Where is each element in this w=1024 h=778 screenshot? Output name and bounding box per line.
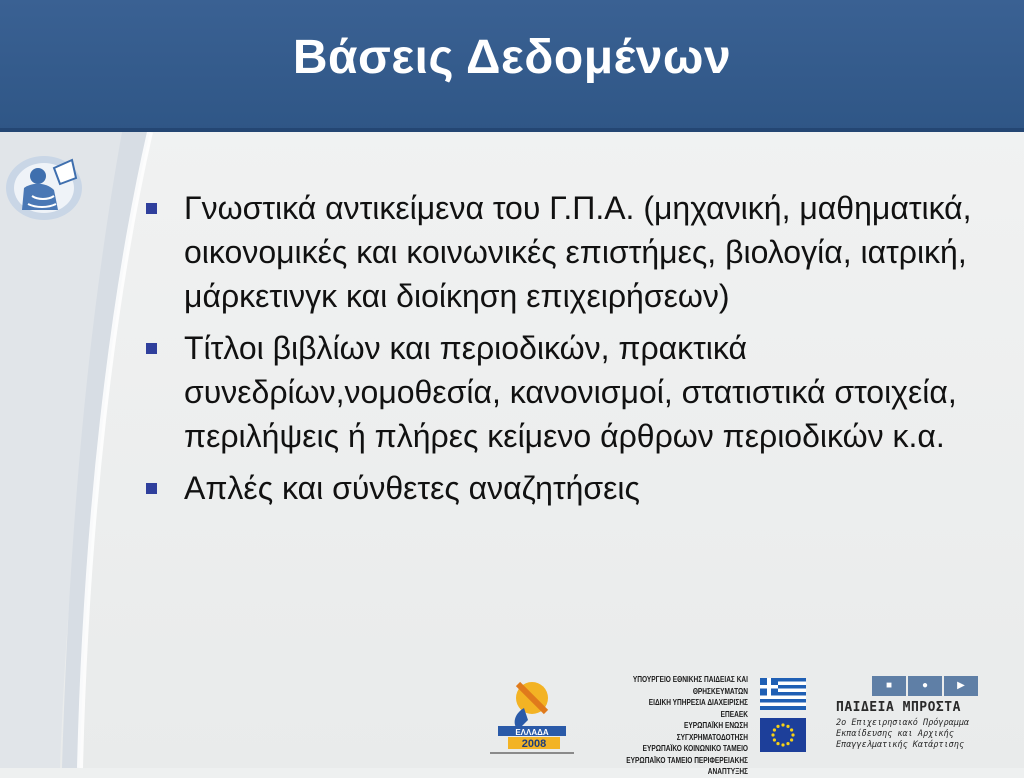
paideia-button-row [872,676,978,696]
paideia-subtitle-line: 2ο Επιχειρησιακό Πρόγραμμα [836,718,970,728]
bullet-square-icon [146,343,157,354]
list-item [146,186,976,318]
bullet-text: Απλές και σύνθετες αναζητήσεις [184,470,640,506]
bullet-text: Τίτλοι βιβλίων και περιοδικών, πρακτικά συνεδρίων,νομοθεσία, κανονισμοί, στατιστικά στοιχεία, περιλήψεις ή πλήρες κείμενο άρθρων περιοδικών κ.α. [184,330,957,454]
list-item [146,326,976,458]
ministry-line: ΕΙΔΙΚΗ ΥΠΗΡΕΣΙΑ ΔΙΑΧΕΙΡΙΣΗΣ ΕΠΕΑΕΚ [648,698,748,719]
greece-2008-logo-icon [484,674,580,760]
logo-2008-year: 2008 [521,738,547,750]
eu-flag-icon [760,718,806,752]
paideia-subtitle-line: Εκπαίδευσης και Αρχικής [836,729,954,739]
ministry-line: ΕΥΡΩΠΑΪΚΟ ΤΑΜΕΙΟ ΠΕΡΙΦΕΡΕΙΑΚΗΣ ΑΝΑΠΤΥΞΗΣ [626,755,748,776]
paideia-title: ΠΑΙΔΕΙΑ ΜΠΡΟΣΤΑ [836,700,961,715]
bullet-list [146,186,976,518]
stop-icon: ■ [872,676,906,696]
bullet-square-icon [146,483,157,494]
ministry-credits [623,674,748,778]
list-item [146,466,976,510]
paideia-subtitle [836,718,986,751]
ancient-figure-logo-icon [2,148,86,224]
paideia-mprosta-logo [836,676,986,762]
play-icon: ▶ [944,676,978,696]
slide-title: Βάσεις Δεδομένων [292,31,732,84]
ministry-line: ΥΠΟΥΡΓΕΙΟ ΕΘΝΙΚΗΣ ΠΑΙΔΕΙΑΣ ΚΑΙ ΘΡΗΣΚΕΥΜΑΤΩΝ [632,675,748,696]
ministry-line: ΣΥΓΧΡΗΜΑΤΟΔΟΤΗΣΗ [676,732,748,742]
bullet-text: Γνωστικά αντικείμενα του Γ.Π.Α. (μηχανική, μαθηματικά, οικονομικές και κοινωνικές επιστήμες, βιολογία, ιατρική, μάρκετινγκ και διοίκηση επιχειρήσεων) [184,190,972,314]
ministry-line: ΕΥΡΩΠΑΪΚΗ ΕΝΩΣΗ [683,721,748,730]
paideia-subtitle-line: Επαγγελματικής Κατάρτισης [836,740,964,750]
bullet-square-icon [146,203,157,214]
greek-flag-icon [760,678,806,710]
ministry-line: ΕΥΡΩΠΑΪΚΟ ΚΟΙΝΩΝΙΚΟ ΤΑΜΕΙΟ [642,744,748,753]
logo-2008-word: ΕΛΛΑΔΑ [515,728,549,737]
record-icon: ● [908,676,942,696]
footer-logos [478,668,1018,776]
